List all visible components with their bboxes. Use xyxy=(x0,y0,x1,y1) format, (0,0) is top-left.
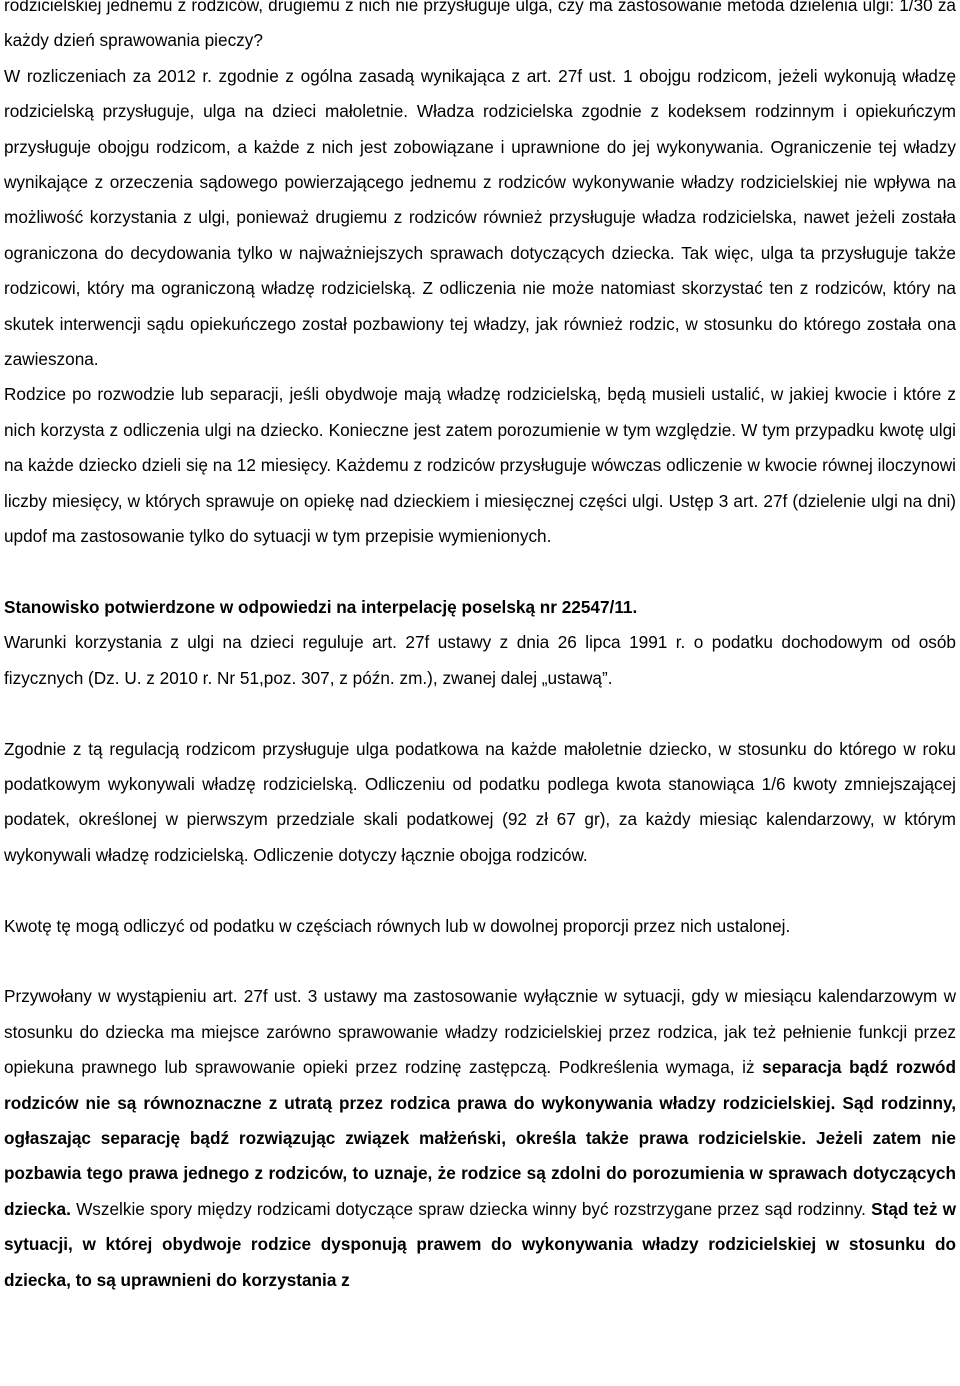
paragraph-settlement-2012 xyxy=(4,59,956,378)
paragraph-regulation xyxy=(4,732,956,874)
paragraph-text: Przywołany w wystąpieniu art. 27f ust. 3 ustawy ma zastosowanie wyłącznie w sytuacji, gdy w miesiącu kalendarzowym w stosunku do dziecka ma miejsce zarówno sprawowanie władzy rodzicielskiej przez rodzica, jak też pełnienie funkcji przez opiekuna prawnego lub sprawowanie opieki przez rodzinę zastępczą. Podkreślenia wymaga, iż xyxy=(4,986,956,1078)
paragraph-text: Warunki korzystania z ulgi na dzieci reguluje art. 27f ustawy z dnia 26 lipca 1991 r. o podatku dochodowym od osób fizycznych (Dz. U. z 2010 r. Nr 51,poz. 307, z późn. zm.), zwanej dalej „ustawą”. xyxy=(4,632,956,688)
paragraph-text: Wszelkie spory między rodzicami dotyczące spraw dziecka winny być rozstrzygane przez sąd rodzinny. xyxy=(70,1198,872,1219)
paragraph-bold-text: separacja bądź rozwód rodziców nie są równoznaczne z utratą przez rodzica prawa do wykonywania władzy rodzicielskiej. Sąd rodzinny, ogłaszając separację bądź rozwiązując związek małżeński, określa także prawa rodzicielskie. Jeżeli zatem nie pozbawia tego prawa jednego z rodziców, to uznaje, że rodzice są zdolni do porozumienia w sprawach dotyczących dziecka. xyxy=(4,1057,956,1219)
blank-line xyxy=(4,873,956,908)
section-heading: Stanowisko potwierdzone w odpowiedzi na interpelację poselską nr 22547/11. xyxy=(4,596,638,617)
paragraph-deduction-split xyxy=(4,909,956,944)
paragraph-bold-text: Stąd też w sytuacji, w której obydwoje rodzice dysponują prawem do wykonywania władzy rodzicielskiej w stosunku do dziecka, to są uprawnieni do korzystania z xyxy=(4,1198,956,1290)
paragraph-question xyxy=(4,0,956,59)
paragraph-text: W rozliczeniach za 2012 r. zgodnie z ogólna zasadą wynikająca z art. 27f ust. 1 obojgu rodzicom, jeżeli wykonują władzę rodzicielską przysługuje, ulga na dzieci małoletnie. Władza rodzicielska zgodnie z kodeksem rodzinnym i opiekuńczym przysługuje obojgu rodzicom, a każde z nich jest zobowiązane i uprawnione do jej wykonywania. Ograniczenie tej władzy wynikające z orzeczenia sądowego powierzającego jednemu z rodziców wykonywanie władzy rodzicielskiej nie wpływa na możliwość korzystania z ulgi, ponieważ drugiemu z rodziców również przysługuje władza rodzicielska, nawet jeżeli została ograniczona do decydowania tylko w najważniejszych sprawach dotyczących dziecka. Tak więc, ulga ta przysługuje także rodzicowi, który ma ograniczoną władzę rodzicielską. Z odliczenia nie może natomiast skorzystać ten z rodziców, który na skutek interwencji sądu opiekuńczego został pozbawiony tej władzy, jak również rodzic, w stosunku do którego została ona zawieszona. xyxy=(4,65,956,370)
paragraph-text: rodzicielskiej jednemu z rodziców, drugiemu z nich nie przysługuje ulga, czy ma zastosowanie metoda dzielenia ulgi: 1/30 za każdy dzień sprawowania pieczy? xyxy=(4,0,956,51)
paragraph-divorce xyxy=(4,377,956,554)
paragraph-conditions xyxy=(4,625,956,696)
blank-line xyxy=(4,555,956,590)
blank-line xyxy=(4,696,956,731)
blank-line xyxy=(4,944,956,979)
paragraph-article-27f xyxy=(4,979,956,1298)
paragraph-text: Zgodnie z tą regulacją rodzicom przysługuje ulga podatkowa na każde małoletnie dziecko, w stosunku do którego w roku podatkowym wykonywali władzę rodzicielską. Odliczeniu od podatku podlega kwota stanowiąca 1/6 kwoty zmniejszającej podatek, określonej w pierwszym przedziale skali podatkowej (92 zł 67 gr), za każdy miesiąc kalendarzowy, w którym wykonywali władzę rodzicielską. Odliczenie dotyczy łącznie obojga rodziców. xyxy=(4,738,956,865)
paragraph-text: Rodzice po rozwodzie lub separacji, jeśli obydwoje mają władzę rodzicielską, będą musieli ustalić, w jakiej kwocie i które z nich korzysta z odliczenia ulgi na dziecko. Konieczne jest zatem porozumienie w tym względzie. W tym przypadku kwotę ulgi na każde dziecko dzieli się na 12 miesięcy. Każdemu z rodziców przysługuje wówczas odliczenie w kwocie równej iloczynowi liczby miesięcy, w których sprawuje on opiekę nad dzieckiem i miesięcznej części ulgi. Ustęp 3 art. 27f (dzielenie ulgi na dni) updof ma zastosowanie tylko do sytuacji w tym przepisie wymienionych. xyxy=(4,384,956,547)
paragraph-text: Kwotę tę mogą odliczyć od podatku w częściach równych lub w dowolnej proporcji przez nich ustalonej. xyxy=(4,915,791,936)
